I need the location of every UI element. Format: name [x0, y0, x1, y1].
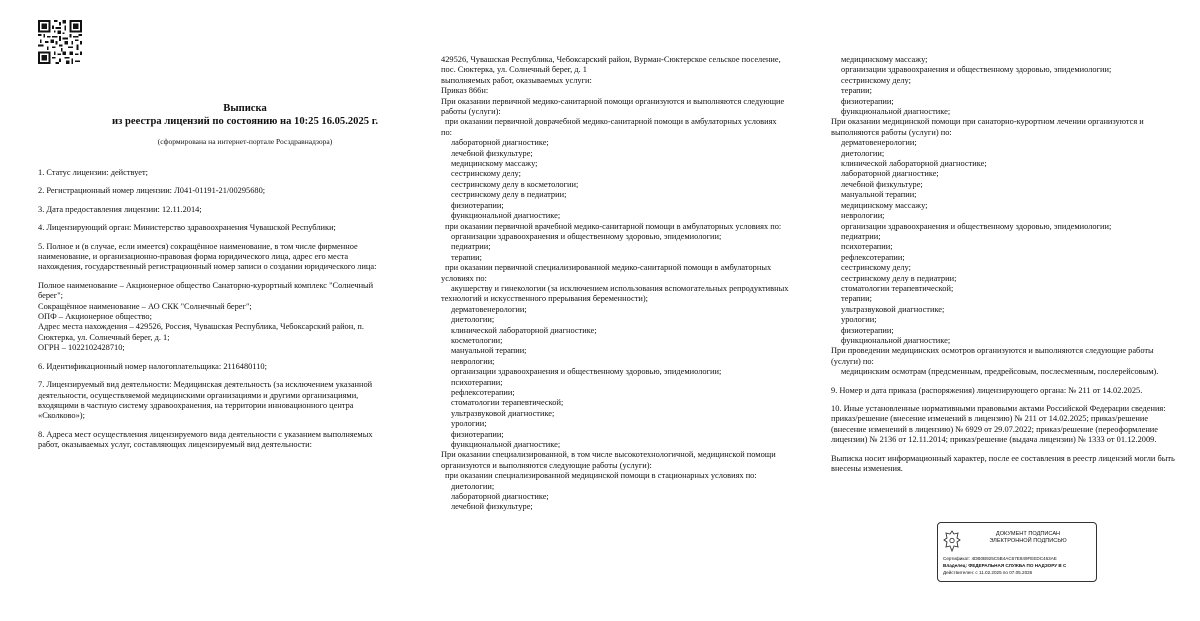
- item-inn: 6. Идентификационный номер налогоплательщика: 2116480110;: [38, 361, 267, 371]
- document-title: [60, 102, 430, 128]
- services-line: пос. Сюктерка, ул. Солнечный берег, д. 1: [441, 65, 587, 75]
- services-line: выполняемых работ, оказываемых услуги:: [441, 75, 592, 85]
- services-line: дерматовенерологии;: [451, 304, 527, 314]
- item-status: 1. Статус лицензии: действует;: [38, 168, 148, 177]
- text-line: Сюктерка, ул. Солнечный берег, д. 1;: [38, 332, 170, 342]
- text-line: приказ/решение (внесение изменений в лицензию) № 211 от 14.02.2025; приказ/решение: [831, 414, 1149, 424]
- services-line: функциональной диагностике;: [451, 440, 561, 450]
- text-line: Сокращённое наименование – АО СКК "Солнечный берег";: [38, 301, 252, 311]
- services-line: функциональной диагностике;: [451, 211, 561, 221]
- services-line: дерматовенерологии;: [841, 138, 917, 148]
- item-reg-number: 2. Регистрационный номер лицензии: Л041-01191-21/00295680;: [38, 186, 266, 196]
- services-line: При оказании специализированной, в том числе высокотехнологичной, медицинской помощи: [441, 450, 776, 460]
- item-activity: [38, 380, 390, 422]
- services-line: мануальной терапии;: [451, 346, 527, 356]
- services-line: физиотерапии;: [451, 200, 504, 210]
- services-line: акушерству и гинекологии (за исключением использования вспомогательных репродуктивных: [451, 283, 789, 293]
- services-line: лабораторной диагностике;: [841, 169, 939, 179]
- services-line: 429526, Чувашская Республика, Чебоксарский район, Вурман-Сюктерское сельское поселение,: [441, 55, 781, 64]
- services-line: физиотерапии;: [451, 429, 504, 439]
- title-line-2: из реестра лицензий по состоянию на 10:25 16.05.2025 г.: [112, 116, 378, 127]
- text-line: Выписка носит информационный характер, после ее составления в реестр лицензий могли быть: [831, 453, 1175, 463]
- text-line: нахождения, государственный регистрационный номер записи о создании юридического лица:: [38, 262, 377, 272]
- organization-details: [38, 281, 390, 354]
- text-line: ОГРН – 1022102428710;: [38, 343, 125, 353]
- services-line: медицинскому массажу;: [841, 55, 928, 64]
- text-line: Адрес места нахождения – 429526, Россия, Чувашская Республика, Чебоксарский район, п.: [38, 322, 364, 332]
- text-line: лицензии) № 2136 от 12.11.2014; приказ/решение (выдача лицензии) № 1333 от 01.12.2009.: [831, 435, 1157, 445]
- services-line: терапии;: [841, 86, 872, 96]
- text-line: 8. Адреса мест осуществления лицензируемого вида деятельности с указанием выполняемых: [38, 429, 373, 439]
- services-line: технологий и искусственного прерывания беременности);: [441, 294, 648, 304]
- stamp-title-line-2: ЭЛЕКТРОННОЙ ПОДПИСЬЮ: [989, 538, 1067, 544]
- services-line: физиотерапии;: [841, 325, 894, 335]
- document-subtitle: (сформирована на интернет-портале Росздравнадзора): [157, 137, 333, 146]
- coat-of-arms-icon: [943, 530, 961, 552]
- services-line: сестринскому делу;: [841, 75, 911, 85]
- text-line: «Сколково»);: [38, 411, 85, 421]
- services-line: сестринскому делу;: [451, 169, 521, 179]
- services-line: При оказании медицинской помощи при санаторно-курортном лечении организуются и: [831, 117, 1144, 127]
- services-line: урологии;: [841, 315, 877, 325]
- services-line: условиях по:: [441, 273, 487, 283]
- text-line: внесены изменения.: [831, 464, 903, 474]
- text-line: деятельности, осуществляемой медицинскими организациями и другими организациями,: [38, 390, 359, 400]
- text-line: Полное наименование – Акционерное общество Санаторно-курортный комплекс "Солнечный: [38, 280, 374, 290]
- column-1: [38, 168, 390, 459]
- services-line: лечебной физкультуре;: [451, 502, 533, 512]
- text-line: работ, оказываемых услуг, составляющих лицензируемый вид деятельности:: [38, 440, 312, 450]
- services-line: организуются и выполняются следующие работы (услуги):: [441, 460, 652, 470]
- services-line: физиотерапии;: [841, 96, 894, 106]
- services-line: стоматологии терапевтической;: [451, 398, 564, 408]
- services-line: медицинским осмотрам (предсменным, предрейсовым, послесменным, послерейсовым).: [841, 367, 1159, 377]
- item-issue-date: 3. Дата предоставления лицензии: 12.11.2014;: [38, 204, 202, 214]
- services-line: ультразвуковой диагностике;: [451, 408, 555, 418]
- services-line: функциональной диагностике;: [841, 335, 951, 345]
- services-list: [441, 55, 813, 513]
- services-line: медицинскому массажу;: [451, 159, 538, 169]
- services-line: медицинскому массажу;: [841, 200, 928, 210]
- services-line: педиатрии;: [841, 231, 881, 241]
- services-line: При проведении медицинских осмотров организуются и выполняются следующие работы: [831, 346, 1154, 356]
- disclaimer: [831, 453, 1175, 475]
- services-line: ультразвуковой диагностике;: [841, 304, 945, 314]
- services-line: лабораторной диагностике;: [451, 492, 549, 502]
- stamp-title: [968, 531, 1088, 545]
- services-line: косметологии;: [451, 335, 503, 345]
- column-2: [441, 55, 813, 513]
- services-line: (услуги) по:: [831, 356, 874, 366]
- services-line: При оказании первичной медико-санитарной помощи организуются и выполняются следующие: [441, 96, 785, 106]
- services-line: по:: [441, 127, 452, 137]
- services-line: организации здравоохранения и общественному здоровью, эпидемиологии;: [841, 221, 1112, 231]
- text-line: ОПФ – Акционерное общество;: [38, 312, 152, 322]
- services-line: стоматологии терапевтической;: [841, 283, 954, 293]
- item-organization-heading: [38, 242, 390, 273]
- services-line: функциональной диагностике;: [841, 107, 951, 117]
- services-line: психотерапии;: [451, 377, 503, 387]
- services-line: лечебной физкультуре;: [841, 179, 923, 189]
- item-other-info: [831, 404, 1166, 446]
- services-list-continued: [831, 55, 1161, 378]
- services-line: терапии;: [451, 252, 482, 262]
- services-line: клинической лабораторной диагностике;: [451, 325, 597, 335]
- item-licensing-body: 4. Лицензирующий орган: Министерство здравоохранения Чувашской Республики;: [38, 223, 336, 233]
- services-line: педиатрии;: [451, 242, 491, 252]
- text-line: входящими в частную систему здравоохранения, на территории инновационного центра: [38, 400, 354, 410]
- services-line: диетологии;: [841, 148, 885, 158]
- text-line: 10. Иные установленные нормативными правовыми актами Российской Федерации сведения:: [831, 404, 1166, 413]
- qr-code-icon: [38, 20, 82, 64]
- text-line: (внесение изменений в лицензию) № 6929 от 29.07.2022; приказ/решение (переоформление: [831, 424, 1159, 434]
- item-addresses: [38, 430, 390, 451]
- stamp-owner: Владелец: ФЕДЕРАЛЬНАЯ СЛУЖБА ПО НАДЗОРУ В С: [943, 563, 1067, 568]
- services-line: организации здравоохранения и общественному здоровью, эпидемиологии;: [451, 367, 722, 377]
- services-line: диетологии;: [451, 481, 495, 491]
- services-line: при оказании первичной специализированной медико-санитарной помощи в амбулаторных: [445, 263, 772, 273]
- services-line: при оказании первичной врачебной медико-санитарной помощи в амбулаторных условиях по:: [445, 221, 782, 231]
- services-line: неврологии;: [451, 356, 495, 366]
- electronic-signature-stamp: [937, 522, 1097, 582]
- services-line: при оказании первичной доврачебной медико-санитарной помощи в амбулаторных условиях: [445, 117, 777, 127]
- column-3: [831, 55, 1175, 482]
- services-line: мануальной терапии;: [841, 190, 917, 200]
- stamp-validity: Действителен: с 11.02.2025 по 07.05.2026: [943, 570, 1033, 575]
- services-line: неврологии;: [841, 211, 885, 221]
- item-order: 9. Номер и дата приказа (распоряжения) лицензирующего органа: № 211 от 14.02.2025.: [831, 385, 1143, 395]
- stamp-title-line-1: ДОКУМЕНТ ПОДПИСАН: [995, 531, 1061, 537]
- services-line: сестринскому делу в педиатрии;: [451, 190, 567, 200]
- text-line: наименование, и организационно-правовая форма юридического лица, адрес его места: [38, 252, 349, 262]
- text-line: 5. Полное и (в случае, если имеется) сокращённое наименование, в том числе фирменное: [38, 241, 358, 251]
- title-line-1: Выписка: [223, 103, 267, 114]
- services-line: сестринскому делу;: [841, 263, 911, 273]
- text-line: 7. Лицензируемый вид деятельности: Медицинская деятельность (за исключением указанной: [38, 380, 373, 390]
- services-line: Приказ 866н:: [441, 86, 489, 96]
- services-line: сестринскому делу в педиатрии;: [841, 273, 957, 283]
- services-line: лабораторной диагностике;: [451, 138, 549, 148]
- stamp-certificate: Сертификат: 4DB0B925C5B4AC67E849FEEDC463AE: [943, 556, 1057, 561]
- services-line: сестринскому делу в косметологии;: [451, 179, 579, 189]
- services-line: организации здравоохранения и общественному здоровью, эпидемиологии;: [841, 65, 1112, 75]
- services-line: терапии;: [841, 294, 872, 304]
- services-line: лечебной физкультуре;: [451, 148, 533, 158]
- services-line: урологии;: [451, 419, 487, 429]
- services-line: диетологии;: [451, 315, 495, 325]
- services-line: рефлексотерапии;: [451, 388, 515, 397]
- services-line: выполняются работы (услуги) по:: [831, 127, 952, 137]
- services-line: при оказании специализированной медицинской помощи в стационарных условиях по:: [445, 471, 757, 481]
- services-line: организации здравоохранения и общественному здоровью, эпидемиологии;: [451, 231, 722, 241]
- text-line: берег";: [38, 291, 63, 301]
- services-line: клинической лабораторной диагностике;: [841, 159, 987, 169]
- services-line: работы (услуги):: [441, 107, 501, 117]
- services-line: психотерапии;: [841, 242, 893, 252]
- services-line: рефлексотерапии;: [841, 252, 905, 262]
